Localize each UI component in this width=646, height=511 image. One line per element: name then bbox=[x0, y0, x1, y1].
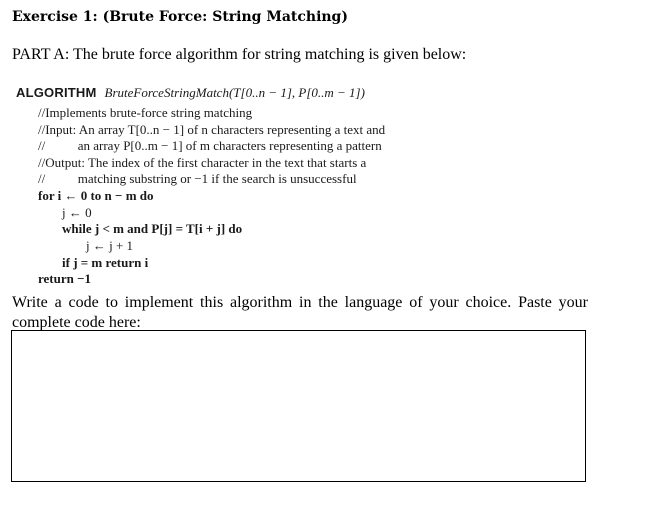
comment-line: // matching substring or −1 if the search is unsuccessful bbox=[38, 171, 357, 186]
code-line-if: if j = m return i bbox=[62, 255, 149, 270]
part-a-intro: PART A: The brute force algorithm for string matching is given below: bbox=[12, 46, 467, 63]
code-line-return: return −1 bbox=[38, 271, 92, 286]
exercise-heading: Exercise 1: (Brute Force: String Matching) bbox=[12, 9, 348, 25]
comment-line: // an array P[0..m − 1] of m characters representing a pattern bbox=[38, 138, 382, 153]
comment-line: //Input: An array T[0..n − 1] of n characters representing a text and bbox=[38, 122, 386, 137]
algorithm-signature: BruteForceStringMatch(T[0..n − 1], P[0..m − 1]) bbox=[104, 85, 365, 100]
comment-line: //Implements brute-force string matching bbox=[38, 105, 253, 120]
algorithm-keyword: ALGORITHM bbox=[16, 85, 97, 100]
instruction-text: Write a code to implement this algorithm in the language of your choice. Paste your complete code here: bbox=[12, 294, 588, 331]
code-line-for: for i ← 0 to n − m do bbox=[38, 188, 154, 203]
code-line-while: while j < m and P[j] = T[i + j] do bbox=[62, 221, 243, 236]
code-line-increment: j ← j + 1 bbox=[86, 238, 134, 253]
code-line-init: j ← 0 bbox=[62, 205, 92, 220]
algorithm-header bbox=[16, 85, 365, 101]
comment-line: //Output: The index of the first character in the text that starts a bbox=[38, 155, 367, 170]
code-answer-box[interactable] bbox=[11, 330, 586, 482]
